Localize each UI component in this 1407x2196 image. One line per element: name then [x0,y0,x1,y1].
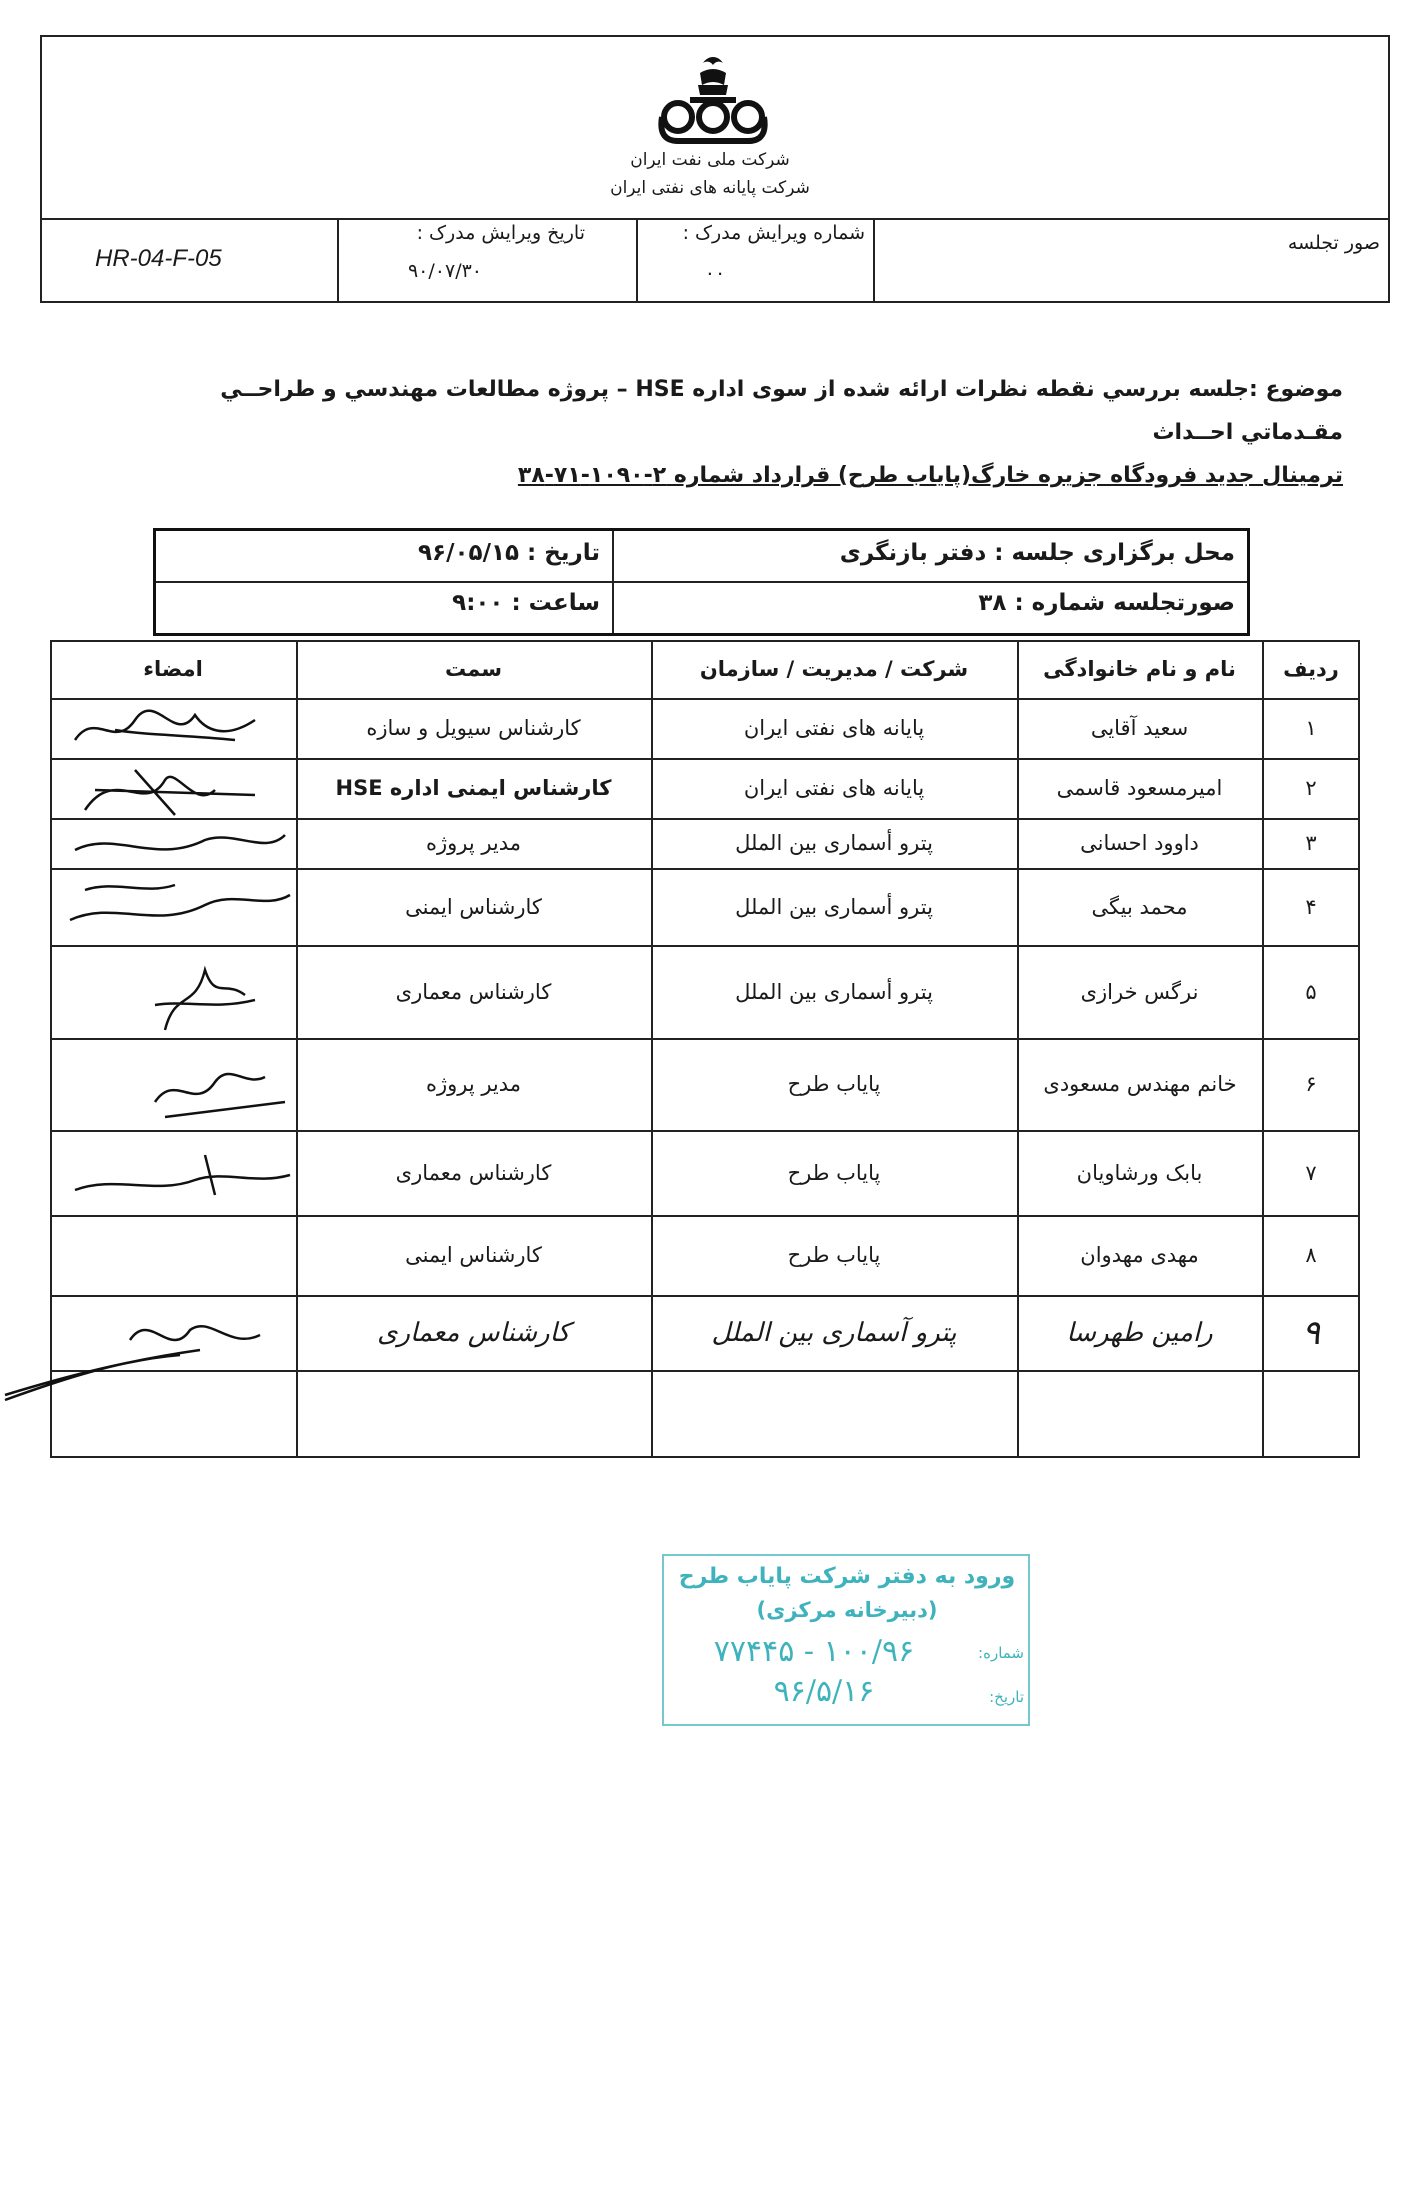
subject-line: ترمينال جديد فرودگاه جزيره خارگ(پاياب طرح) قرارداد شماره ۲-۱۰۹۰-۷۱-۳۸ [517,463,1343,488]
attendee-position: کارشناس ایمنی اداره HSE [335,776,612,800]
stamp-date-label: تاریخ: [989,1688,1024,1706]
stamp-number-label: شماره: [978,1644,1024,1662]
attendee-name: بابک ورشاویان [1076,1160,1203,1185]
attendee-position: مدیر پروژه [425,1072,522,1096]
row-number: ۳ [1305,831,1317,855]
attendee-name: داوود احسانی [1080,831,1199,855]
subject [118,368,1343,497]
signature [55,820,295,868]
entry-stamp [662,1554,1030,1726]
attendee-organization: پایاب طرح [787,1243,881,1267]
doc-type-label: صور تجلسه [1287,232,1380,254]
signature [55,700,295,760]
meeting-date: تاریخ : ۹۶/۰۵/۱۵ [418,540,600,566]
stamp-date-value: ۹۶/۵/۱۶ [773,1674,875,1709]
form-code: HR-04-F-05 [95,245,222,272]
signature [55,1042,295,1127]
signature [55,1135,295,1215]
signature [0,1300,296,1410]
attendee-position: کارشناس معماری [377,1317,570,1348]
attendee-position: کارشناس معماری [395,979,552,1004]
attendee-name: مهدی مهدوان [1080,1243,1199,1267]
nioc-logo-icon [648,55,778,155]
attendee-position: کارشناس ایمنی [405,894,542,919]
header-organization: شرکت / مدیریت / سازمان [699,657,969,681]
attendee-position: کارشناس ایمنی [405,1243,542,1267]
header-row-number: ردیف [1283,657,1339,681]
attendee-position: مدیر پروژه [425,831,522,855]
attendee-name: سعید آقایی [1090,716,1189,740]
attendee-organization: پایاب طرح [787,1072,881,1096]
header-signature: امضاء [143,657,203,681]
stamp-title: ورود به دفتر شرکت پایاب طرح [678,1564,1016,1589]
row-number: ۲ [1305,776,1317,800]
info-divider [156,581,1247,583]
row-number: ۸ [1305,1243,1317,1267]
header-cell-divider [337,218,339,303]
attendee-name: امیرمسعود قاسمی [1056,776,1223,800]
meeting-time: ساعت : ۹:۰۰ [452,590,600,616]
row-number: ۷ [1305,1160,1317,1185]
row-number: ۴ [1305,894,1317,919]
attendee-organization: پترو أسماری بین الملل [735,894,933,919]
row-number: ۵ [1305,979,1317,1004]
attendee-organization: پایاب طرح [787,1160,881,1185]
signature [55,870,295,945]
stamp-number-value: ۱۰۰/۹۶ - ۷۷۴۴۵ [713,1634,915,1669]
header-name: نام و نام خانوادگی [1043,657,1236,681]
attendee-name: خانم مهندس مسعودی [1043,1072,1237,1096]
attendee-position: کارشناس سیویل و سازه [366,716,581,740]
minutes-number: صورتجلسه شماره : ۳۸ [978,590,1235,616]
attendee-organization: پایانه های نفتی ایران [743,716,925,740]
header-divider [40,218,1390,220]
meeting-location: محل برگزاری جلسه : دفتر بازنگری [839,540,1235,566]
signature [55,950,295,1035]
attendee-organization: پترو أسماری بین الملل [735,831,933,855]
header-cell-divider [873,218,875,303]
subject-line: موضوع :جلسه بررسي نقطه نظرات ارائه شده از سوی اداره HSE – پروژه مطالعات مهندسي و طراحــي مقـدماتي احــداث [220,377,1343,445]
attendee-name: رامین طهرسا [1066,1317,1213,1348]
revision-date-label: تاریخ ویرایش مدرک : [416,222,585,244]
attendee-organization: پایانه های نفتی ایران [743,776,925,800]
header-cell-divider [636,218,638,303]
revision-date-value: ۹۰/۰۷/۳۰ [407,260,483,282]
signature [55,760,295,820]
attendee-name: نرگس خرازی [1080,979,1199,1004]
attendee-organization: پترو آسماری بین الملل [711,1317,957,1348]
row-number: ۹ [1301,1312,1321,1353]
revision-number-label: شماره ویرایش مدرک : [682,222,865,244]
attendee-position: کارشناس معماری [395,1160,552,1185]
stamp-subtitle: (دبیرخانه مرکزی) [756,1598,938,1622]
company-subsidiary: شرکت پایانه های نفتی ایران [610,178,810,198]
row-number: ۶ [1305,1072,1317,1096]
row-number: ۱ [1305,716,1317,740]
attendee-name: محمد بیگی [1091,894,1188,919]
header-position: سمت [445,657,502,681]
attendee-organization: پترو أسماری بین الملل [735,979,933,1004]
company-name: شرکت ملی نفت ایران [630,150,790,170]
revision-number-value: ۰۰ [704,262,726,284]
